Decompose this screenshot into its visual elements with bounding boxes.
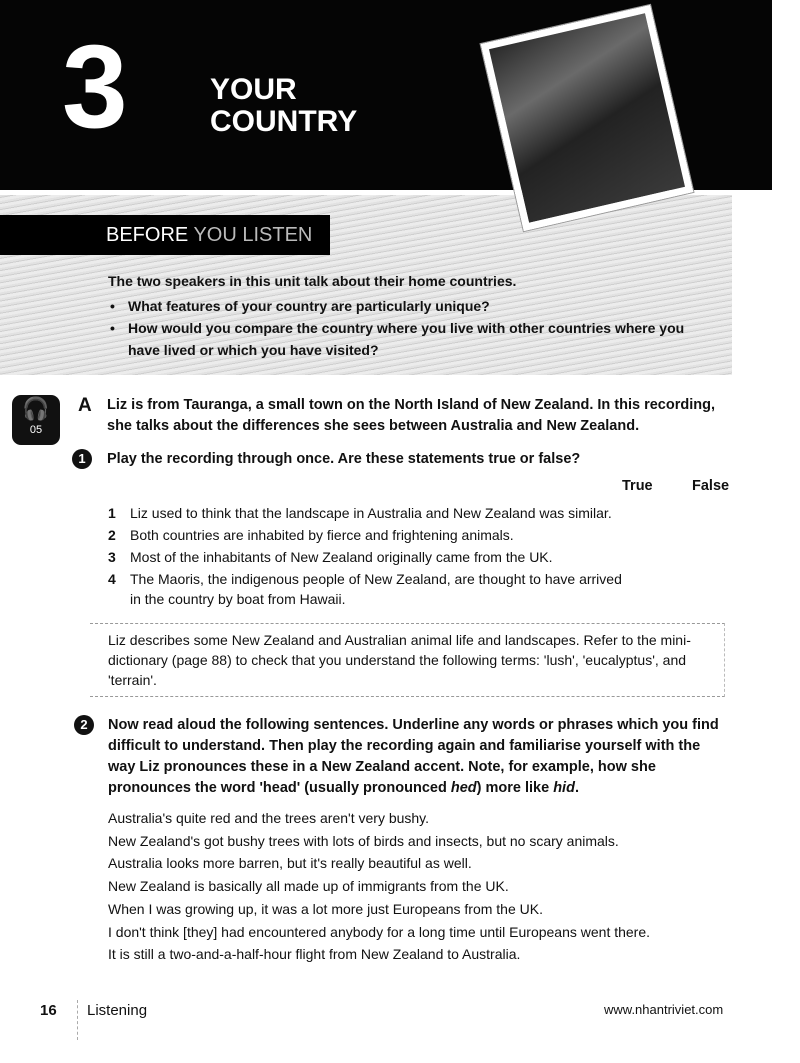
vocabulary-note: Liz describes some New Zealand and Australian animal life and landscapes. Refer to the mini-dictionary (page 88) to check that you understand the following terms: 'lush', 'eucalyptus', and 'terrain'. (108, 632, 691, 688)
task-number-1: 1 (72, 449, 92, 469)
before-listen-intro: The two speakers in this unit talk about their home countries. (108, 273, 517, 289)
page-number: 16 (40, 1001, 57, 1019)
footer-section: Listening (87, 1001, 148, 1019)
heading-light: YOU LISTEN (193, 224, 313, 246)
sentence: I don't think [they] had encountered anybody for a long time until Europeans went there. (108, 923, 651, 940)
before-listen-heading (0, 215, 330, 255)
task2-instruction: Now read aloud the following sentences. Underline any words or phrases which you find difficult to understand. Then play the recording again and familiarise yourself with the way Liz pronounces these in a New Zealand accent. Note, for example, how she pronounces the word 'head' (usually pronounced hed) more like hid. (108, 717, 719, 796)
track-number: 05 (29, 424, 43, 436)
before-listen-panel (0, 195, 732, 375)
true-column-header: True (622, 478, 653, 494)
section-a-text: Liz is from Tauranga, a small town on the North Island of New Zealand. In this recording, she talks about the differences she sees between Australia and New Zealand. (107, 397, 715, 434)
section-letter: A (78, 395, 92, 416)
page-footer (0, 1002, 800, 1042)
bullet-text: What features of your country are particularly unique? (128, 298, 490, 314)
true-false-headers (622, 476, 800, 497)
heading-bold: BEFORE (106, 224, 189, 246)
sentence: It is still a two-and-a-half-hour flight from New Zealand to Australia. (108, 946, 521, 963)
sentence: Australia looks more barren, but it's really beautiful as well. (108, 855, 472, 872)
statement: 4 The Maoris, the indigenous people of New Zealand, are thought to have arrived in the country by boat from Hawaii. (108, 571, 622, 607)
title-line-1: YOUR (210, 73, 297, 106)
task1-instruction: Play the recording through once. Are these statements true or false? (107, 451, 581, 467)
sentence: New Zealand is basically all made up of immigrants from the UK. (108, 878, 509, 895)
unit-number: 3 (62, 21, 128, 153)
sentence: When I was growing up, it was a lot more just Europeans from the UK. (108, 900, 543, 917)
footer-url: www.nhantriviet.com (604, 1001, 724, 1017)
statement: 3 Most of the inhabitants of New Zealand originally came from the UK. (108, 549, 553, 565)
bullet-text: How would you compare the country where you live with other countries where you have lived or which you have visited? (128, 320, 685, 358)
false-column-header: False (692, 478, 730, 494)
footer-divider (77, 1000, 79, 1040)
title-line-2: COUNTRY (210, 105, 358, 138)
sentence-list (108, 807, 748, 966)
sentence: Australia's quite red and the trees aren't very bushy. (108, 810, 430, 826)
bullet-1: • What features of your country are particularly unique? (110, 295, 710, 317)
sentence: New Zealand's got bushy trees with lots of birds and insects, but no scary animals. (108, 832, 619, 849)
audio-track-badge[interactable] (12, 395, 60, 445)
statement: 2 Both countries are inhabited by fierce and frightening animals. (108, 527, 514, 543)
task-number-2: 2 (74, 715, 94, 735)
vocabulary-note-box (90, 623, 725, 697)
bullet-2: • How would you compare the country where you live with other countries where you have lived or which you have visited? (110, 317, 710, 361)
headphones-icon: 🎧 (22, 396, 50, 421)
statement: 1 Liz used to think that the landscape in Australia and New Zealand was similar. (108, 505, 612, 521)
